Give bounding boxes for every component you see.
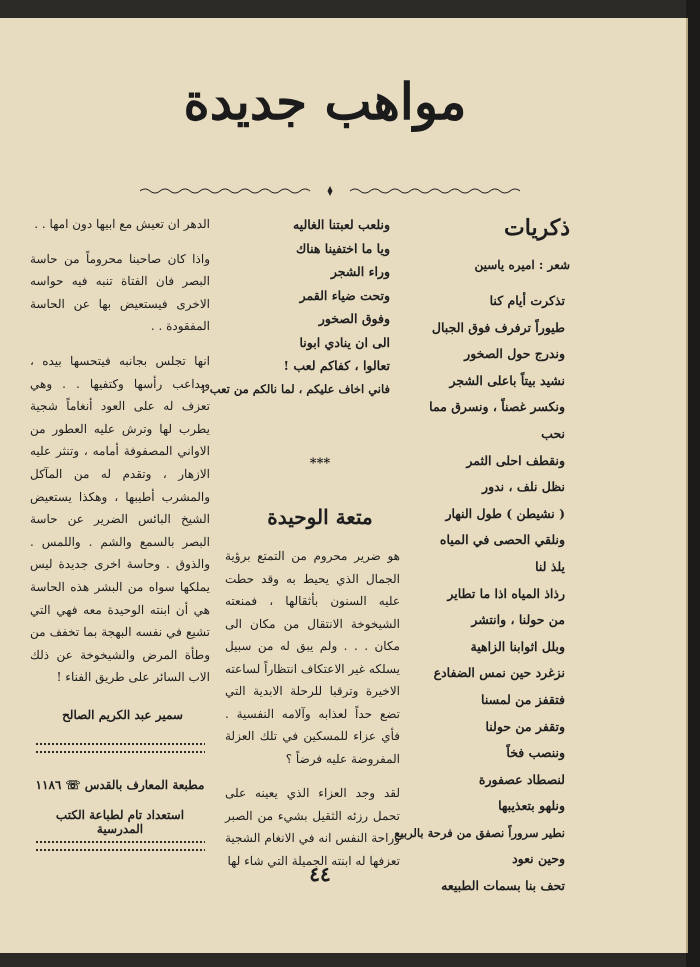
essay-paragraph: هو ضرير محروم من التمتع برؤية الجمال الذي يحيط به وقد حطت عليه السنون بأثقالها ، فمنعته الشيخوخة الانتقال من مكان الى مكان . . . ولم يبق له من سبيل يسلكه غير الاعتكاف انتظاراً لساعته الاخيرة وترقبا للرحلة الابدية التي تضع حداً لعذابه وآلامه النفسية . فأي عزاء للمسكين في تلك العزلة المفروضة عليه فرضاً ؟: [225, 549, 400, 766]
page-edge-shadow: [686, 0, 700, 967]
poem-author: شعر : اميره ياسين: [474, 258, 570, 272]
essay-continuation: [30, 213, 210, 689]
poem-line: نطير سروراً نصفق من فرحة بالربيع: [394, 825, 565, 840]
poem-line: وتقفر من حولنا: [485, 718, 565, 734]
dotted-divider: [35, 750, 205, 754]
poem-line: ونكسر غصناً ، ونسرق مما نحب: [429, 399, 565, 441]
poem-line: من حولنا ، وانتشر: [471, 612, 565, 628]
page-number: ٤٤: [309, 862, 331, 886]
poem-line: نزغرد حين نمس الضفادع: [433, 665, 565, 681]
poem-line: نشيد بيتاً باعلى الشجر: [449, 372, 565, 388]
poem-line: الى ان ينادي ابونا: [299, 334, 390, 350]
poem-line: رذاذ المياه اذا ما تطاير: [447, 585, 565, 601]
poem-line: نظل نلف ، ندور: [482, 479, 565, 495]
essay-body: [225, 545, 400, 872]
poem-line: تعالوا ، كفاكم لعب !: [283, 358, 390, 373]
dotted-divider: [35, 840, 205, 844]
poem-line: فاني اخاف عليكم ، لما نالكم من تعب !: [200, 381, 390, 396]
poem-line: ونقطف احلى الثمر: [466, 452, 565, 468]
essay-paragraph: واذا كان صاحبنا محروماً من حاسة البصر فان الفتاة تنبه فيه حواسه الاخرى فيستعيض بها عن الحاسة المفقودة . .: [30, 251, 210, 334]
poem-line: ويا ما اختفينا هناك: [295, 240, 390, 256]
poem-line: ونلعب لعبتنا الغاليه: [292, 217, 390, 232]
poem-line: وتحت ضياء القمر: [299, 287, 390, 303]
poem-line: تحف بنا بسمات الطبيعه: [441, 878, 565, 894]
poem-line: ونلقي الحصى في المياه: [439, 532, 565, 548]
poem-lines-middle: [200, 213, 390, 401]
poem-line: وننصب فخاً: [506, 745, 565, 761]
poem-line: يلذ لنا: [535, 558, 565, 574]
poem-line: وبلل اثوابنا الزاهية: [470, 638, 565, 654]
essay-paragraph: لقد وجد العزاء الذي يعينه على تحمل رزئه الثقيل بشيء من الصبر وراحة النفس انه في الانغام الشجية تعزفها له ابنته الجميلة التي شاء لها: [225, 786, 400, 868]
poem-line: وحين نعود: [512, 851, 565, 867]
poem-lines-right: [394, 288, 565, 900]
poem-line: طيوراً ترفرف فوق الجبال: [431, 319, 565, 335]
headline-title: مواهب جديدة: [183, 72, 467, 131]
essay-paragraph: الدهر ان تعيش مع ابيها دون امها . .: [34, 217, 210, 231]
press-tagline: استعداد تام لطباعة الكتب المدرسية: [55, 808, 185, 836]
ornamental-rule: [140, 186, 520, 196]
section-headline: [150, 72, 500, 152]
poem-line: لنصطاد عصفورة: [478, 771, 565, 787]
essay-signature: سمير عبد الكريم الصالح: [62, 708, 183, 722]
poem-line: ونلهو بتعذيبها: [498, 798, 565, 814]
poem-line: وندرج حول الصخور: [464, 346, 565, 362]
poem-title: ذكريات: [504, 215, 570, 241]
poem-line: وفوق الصخور: [318, 311, 390, 326]
essay-paragraph: انها تجلس بجانبه فيتحسها بيده ، ويداعب رأسها وكتفيها . . وهي تعزف له على العود أنغاماً شجية يطرب لها وترش عليه العطور من الاواني المصفوفة أمامه ، وتنثر عليه الازهار ، وتقدم له من المآكل والمشرب أطيبها ، وهكذا يستعيض الشيخ البائس الضرير عن حاسة البصر بالسمع والشم . واللمس . والذوق . وحاسة اخرى جديدة ليس يملكها سواه من البشر هذه الحاسة هي أن ابنته الوحيدة معه فهي التي تشيع في نفسه البهجة بما تخفف من وطأة المرض والشيخوخة عن ذلك الاب السائر على طريق الفناء !: [30, 353, 210, 685]
rule-star-icon: [328, 186, 333, 196]
section-separator: ***: [309, 456, 331, 471]
poem-line: وراء الشجر: [330, 264, 390, 279]
poem-line: تذكرت أيام كنا: [489, 293, 565, 308]
poem-line: ( نشيطن ) طول النهار: [445, 505, 565, 521]
poem-line: فتقفز من لمسنا: [481, 691, 565, 707]
essay-title: متعة الوحيدة: [267, 505, 373, 529]
dotted-divider: [35, 848, 205, 852]
press-name: مطبعة المعارف بالقدس ☏ ١١٨٦: [35, 778, 205, 792]
dotted-divider: [35, 742, 205, 746]
